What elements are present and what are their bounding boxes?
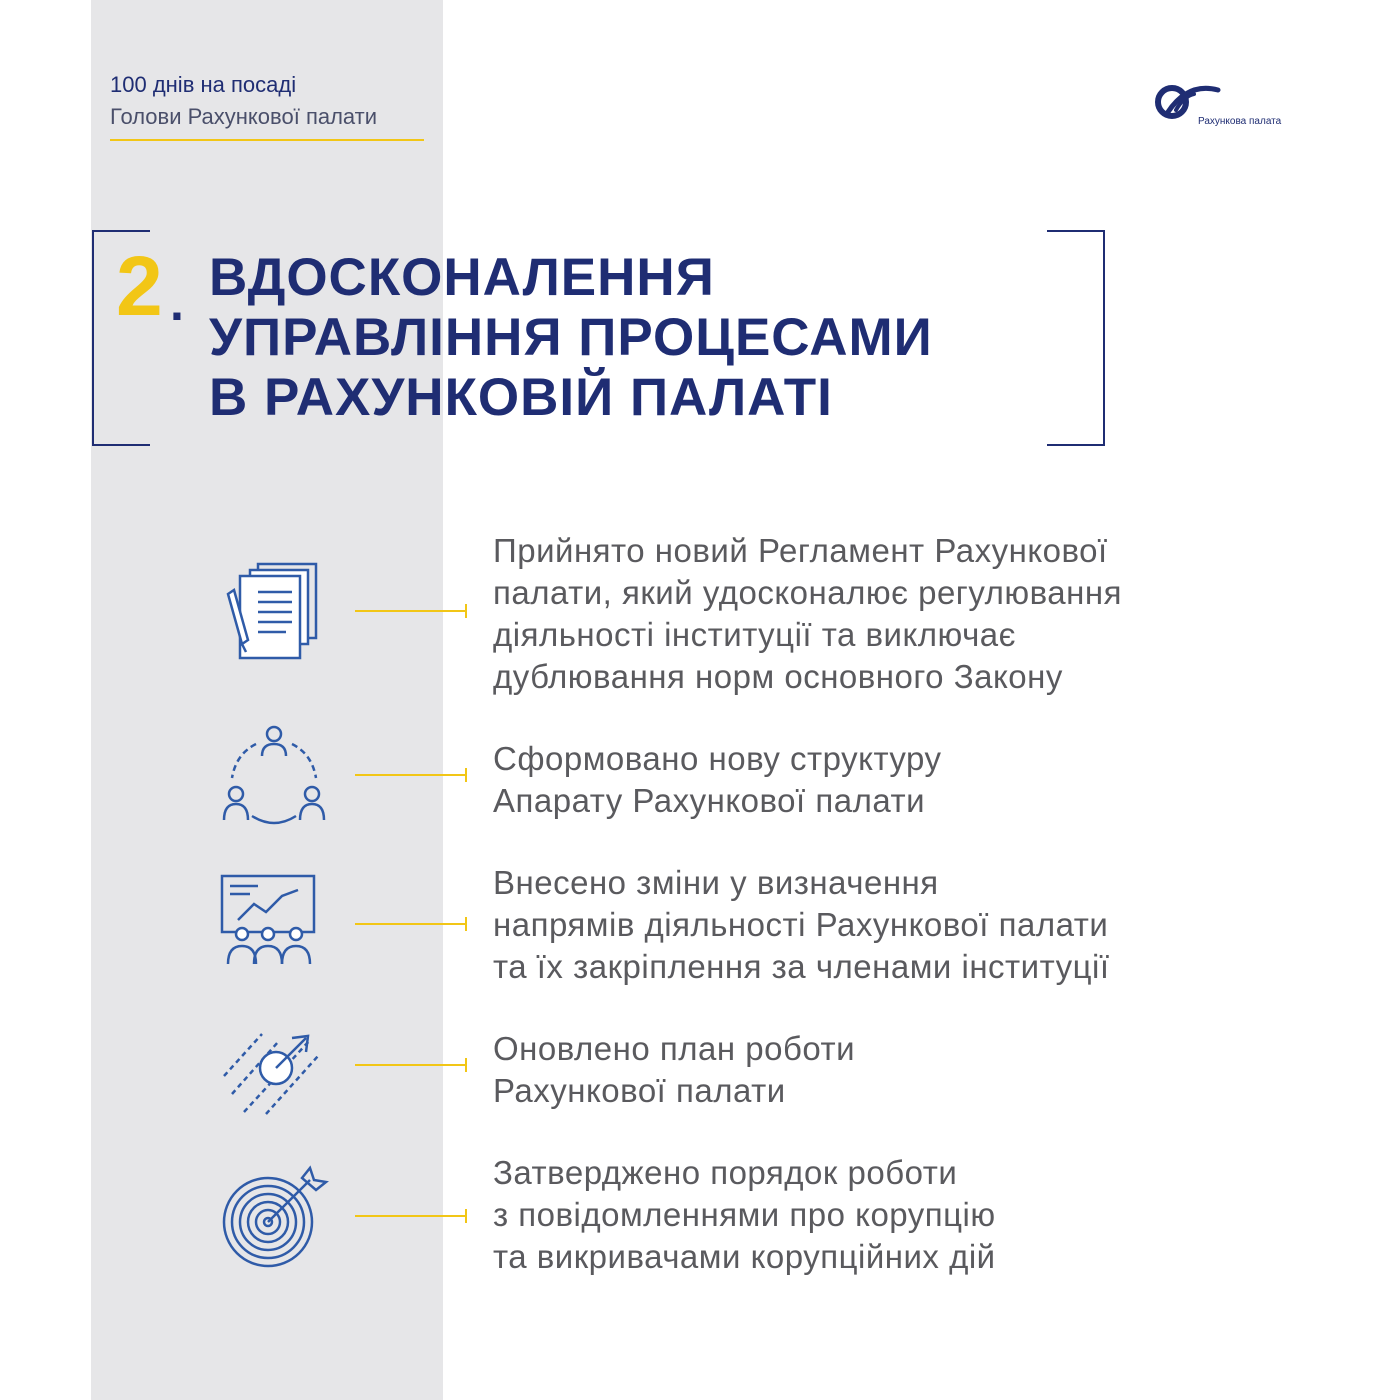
- item-text: Оновлено план роботи Рахункової палати: [493, 1030, 856, 1109]
- header-line-2: Голови Рахункової палати: [110, 104, 378, 129]
- item-text: Прийнято новий Регламент Рахункової палати, який удосконалює регулювання діяльності інституції та виключає дублювання норм основного Закону: [493, 532, 1122, 695]
- growth-arrow-icon: [218, 1016, 330, 1120]
- logo: [1154, 84, 1314, 134]
- connector-line: [355, 1209, 467, 1223]
- documents-pen-icon: [218, 560, 330, 664]
- title-line: В РАХУНКОВІЙ ПАЛАТІ: [209, 368, 833, 427]
- logo-mark-icon: [1154, 84, 1314, 134]
- title-line: ВДОСКОНАЛЕННЯ: [209, 248, 715, 307]
- item-text: Затверджено порядок роботи з повідомленнями про корупцію та викривачами корупційних дій: [493, 1154, 996, 1275]
- connector-line: [355, 917, 467, 931]
- section-title: [209, 248, 933, 428]
- section-number-dot: .: [170, 275, 184, 331]
- item-text: Сформовано нову структуру Апарату Рахункової палати: [493, 740, 942, 819]
- connector-line: [355, 604, 467, 618]
- presentation-team-icon: [218, 872, 330, 976]
- header-underline: [110, 139, 424, 141]
- item-text: Внесено зміни у визначення напрямів діяльності Рахункової палати та їх закріплення за членами інституції: [493, 864, 1110, 985]
- target-arrow-icon: [218, 1164, 330, 1268]
- title-line: УПРАВЛІННЯ ПРОЦЕСАМИ: [209, 308, 933, 367]
- connector-line: [355, 1058, 467, 1072]
- team-structure-icon: [218, 722, 330, 826]
- header-line-1: 100 днів на посаді: [110, 72, 297, 97]
- title-bracket-right: [1047, 230, 1105, 446]
- connector-line: [355, 768, 467, 782]
- section-number: 2: [116, 239, 163, 333]
- logo-text: Рахункова палата: [1198, 116, 1282, 127]
